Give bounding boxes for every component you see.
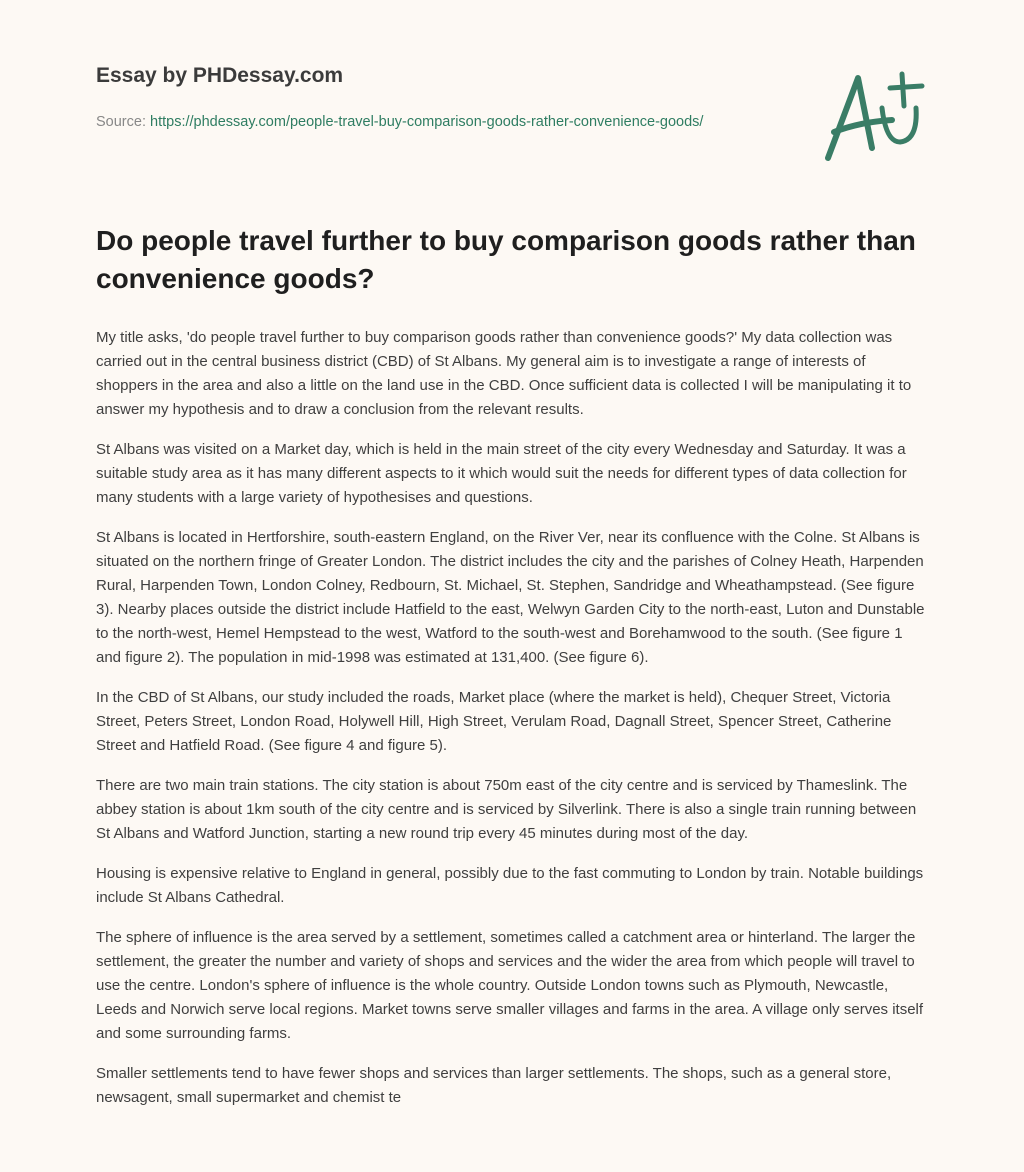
paragraph: The sphere of influence is the area served by a settlement, sometimes called a catchment area or hinterland. The larger the settlement, the greater the number and variety of shops and services and the wider the area from which people will travel to use the centre. London's sphere of influence is the whole country. Outside London towns such as Plymouth, Newcastle, Leeds and Norwich serve local regions. Market towns serve smaller villages and farms in the area. A village only serves itself and some surrounding farms. bbox=[96, 929, 924, 1042]
paragraph: Housing is expensive relative to England in general, possibly due to the fast commuting to London by train. Notable buildings include St Albans Cathedral. bbox=[96, 865, 924, 906]
paragraph: In the CBD of St Albans, our study included the roads, Market place (where the market is held), Chequer Street, Victoria Street, Peters Street, London Road, Holywell Hill, High Street, Verulam Road, Dagnall Street, Spencer Street, Catherine Street and Hatfield Road. (See figure 4 and figure 5). bbox=[96, 689, 892, 754]
a-plus-logo-icon bbox=[820, 70, 930, 165]
essay-body bbox=[96, 326, 930, 1126]
source-link[interactable]: https://phdessay.com/people-travel-buy-comparison-goods-rather-convenience-goods/ bbox=[150, 114, 704, 130]
paragraph: Smaller settlements tend to have fewer shops and services than larger settlements. The shops, such as a general store, newsagent, small supermarket and chemist te bbox=[96, 1065, 892, 1106]
source-label: Source: bbox=[96, 114, 146, 130]
essay-title: Do people travel further to buy comparison goods rather than convenience goods? bbox=[96, 225, 916, 294]
paragraph: St Albans is located in Hertforshire, south-eastern England, on the River Ver, near its confluence with the Colne. St Albans is situated on the northern fringe of Greater London. The district includes the city and the parishes of Colney Heath, Harpenden Rural, Harpenden Town, London Colney, Redbourn, St. Michael, St. Stephen, Sandridge and Wheathampstead. (See figure 3). Nearby places outside the district include Hatfield to the east, Welwyn Garden City to the north-east, Luton and Dunstable to the north-west, Hemel Hempstead to the west, Watford to the south-west and Borehamwood to the south. (See figure 1 and figure 2). The population in mid-1998 was estimated at 131,400. (See figure 6). bbox=[96, 529, 925, 666]
paragraph: My title asks, 'do people travel further to buy comparison goods rather than convenience goods?' My data collection was carried out in the central business district (CBD) of St Albans. My general aim is to investigate a range of interests of shoppers in the area and also a little on the land use in the CBD. Once sufficient data is collected I will be manipulating it to answer my hypothesis and to draw a conclusion from the relevant results. bbox=[96, 329, 912, 418]
source-line bbox=[96, 110, 736, 134]
paragraph: There are two main train stations. The city station is about 750m east of the city centre and is serviced by Thameslink. The abbey station is about 1km south of the city centre and is serviced by Silverlink. There is also a single train running between St Albans and Watford Junction, starting a new round trip every 45 minutes during most of the day. bbox=[96, 777, 917, 842]
paragraph: St Albans was visited on a Market day, which is held in the main street of the city every Wednesday and Saturday. It was a suitable study area as it has many different aspects to it which would suit the needs for different types of data collection for many students with a large variety of hypothesises and questions. bbox=[96, 441, 907, 506]
site-brand: Essay by PHDessay.com bbox=[96, 64, 344, 87]
